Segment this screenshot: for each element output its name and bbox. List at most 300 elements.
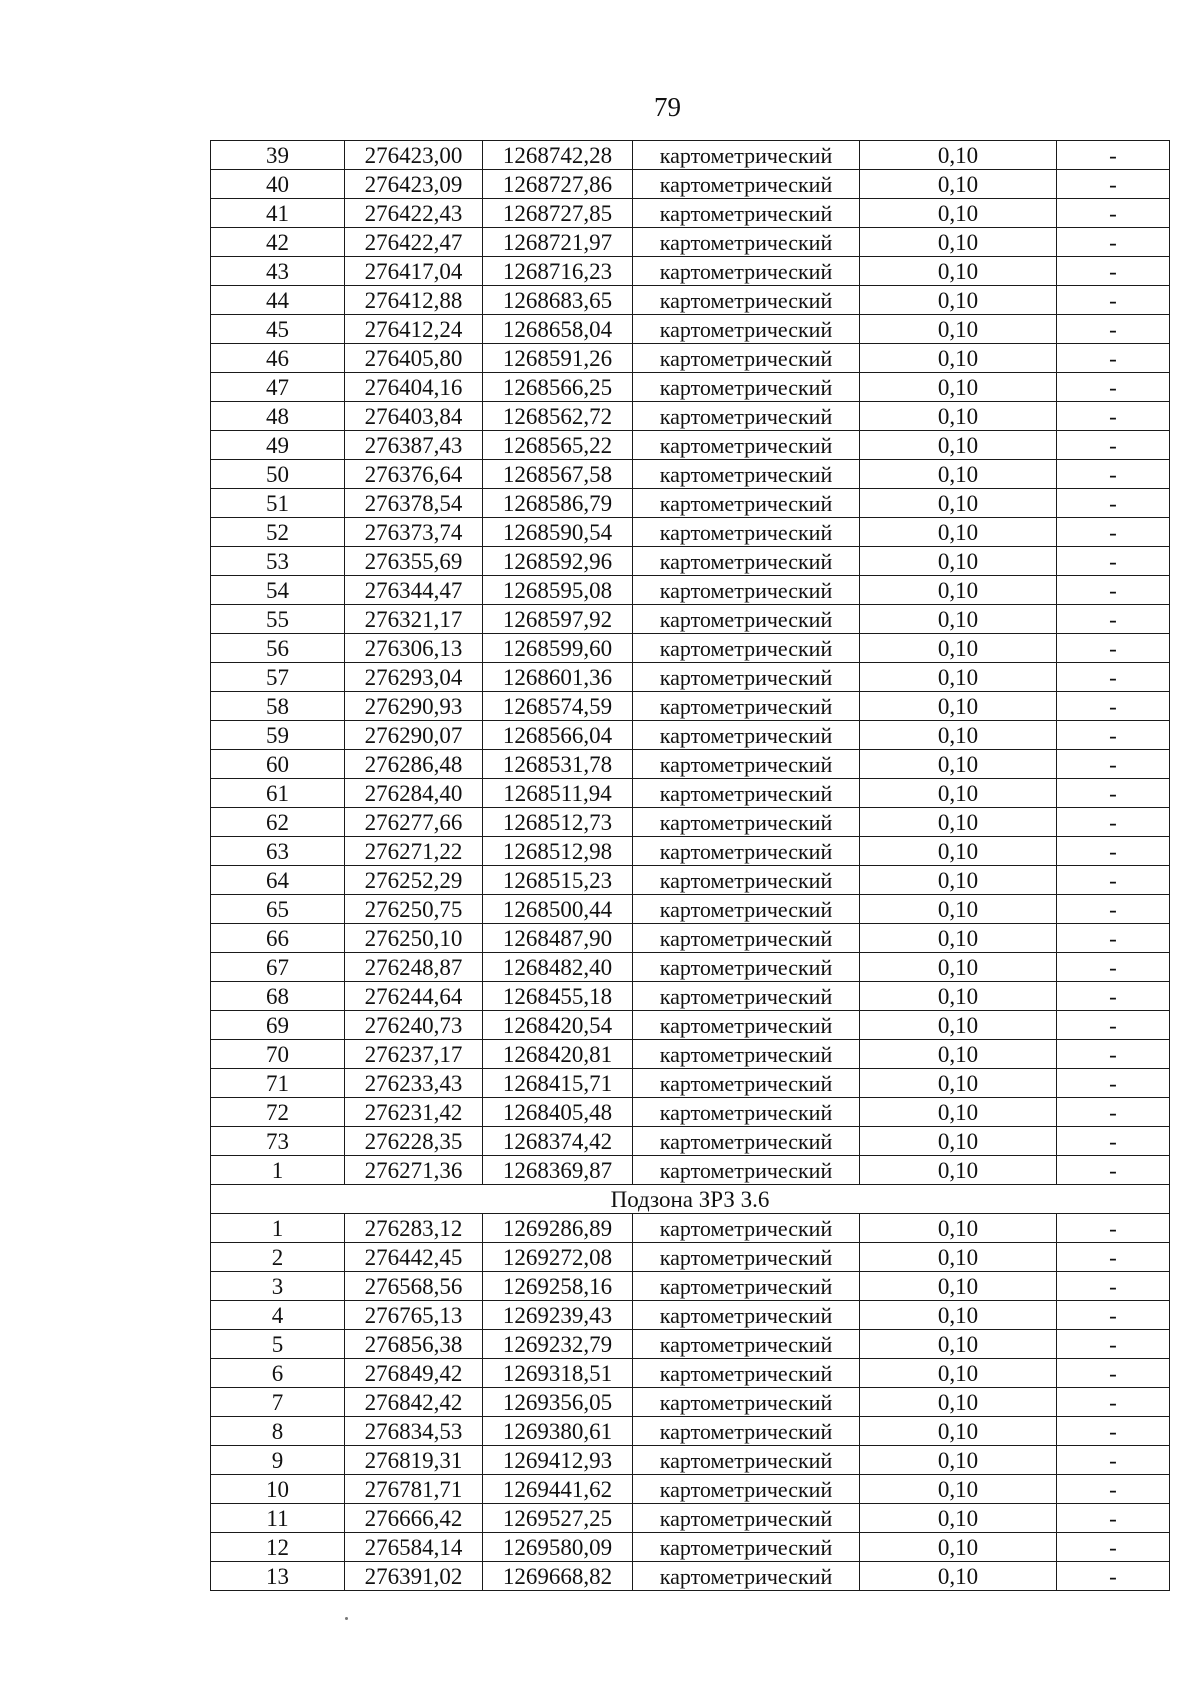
- y-coordinate-cell: 1269286,89: [483, 1214, 633, 1243]
- y-coordinate-cell: 1268500,44: [483, 895, 633, 924]
- method-cell: картометрический: [633, 547, 860, 576]
- y-coordinate-cell: 1268420,54: [483, 1011, 633, 1040]
- y-coordinate-cell: 1268727,85: [483, 199, 633, 228]
- point-number-cell: 40: [211, 170, 345, 199]
- y-coordinate-cell: 1268566,04: [483, 721, 633, 750]
- coordinates-table: [210, 140, 1170, 1591]
- point-number-cell: 42: [211, 228, 345, 257]
- accuracy-cell: 0,10: [860, 982, 1057, 1011]
- method-cell: картометрический: [633, 634, 860, 663]
- point-number-cell: 10: [211, 1475, 345, 1504]
- note-cell: -: [1057, 1417, 1170, 1446]
- note-cell: -: [1057, 1069, 1170, 1098]
- table-row: [211, 1533, 1170, 1562]
- accuracy-cell: 0,10: [860, 257, 1057, 286]
- method-cell: картометрический: [633, 895, 860, 924]
- note-cell: -: [1057, 1388, 1170, 1417]
- method-cell: картометрический: [633, 1446, 860, 1475]
- point-number-cell: 53: [211, 547, 345, 576]
- method-cell: картометрический: [633, 1011, 860, 1040]
- y-coordinate-cell: 1268590,54: [483, 518, 633, 547]
- method-cell: картометрический: [633, 1504, 860, 1533]
- note-cell: -: [1057, 982, 1170, 1011]
- method-cell: картометрический: [633, 1040, 860, 1069]
- note-cell: -: [1057, 576, 1170, 605]
- x-coordinate-cell: 276284,40: [345, 779, 483, 808]
- y-coordinate-cell: 1268601,36: [483, 663, 633, 692]
- table-row: [211, 837, 1170, 866]
- point-number-cell: 62: [211, 808, 345, 837]
- point-number-cell: 63: [211, 837, 345, 866]
- x-coordinate-cell: 276856,38: [345, 1330, 483, 1359]
- accuracy-cell: 0,10: [860, 634, 1057, 663]
- y-coordinate-cell: 1269527,25: [483, 1504, 633, 1533]
- table-row: [211, 344, 1170, 373]
- table-row: [211, 895, 1170, 924]
- y-coordinate-cell: 1269356,05: [483, 1388, 633, 1417]
- accuracy-cell: 0,10: [860, 924, 1057, 953]
- method-cell: картометрический: [633, 1388, 860, 1417]
- method-cell: картометрический: [633, 373, 860, 402]
- table-row: [211, 1127, 1170, 1156]
- x-coordinate-cell: 276290,93: [345, 692, 483, 721]
- y-coordinate-cell: 1268415,71: [483, 1069, 633, 1098]
- accuracy-cell: 0,10: [860, 199, 1057, 228]
- method-cell: картометрический: [633, 344, 860, 373]
- note-cell: -: [1057, 895, 1170, 924]
- note-cell: -: [1057, 1156, 1170, 1185]
- note-cell: -: [1057, 1127, 1170, 1156]
- method-cell: картометрический: [633, 1359, 860, 1388]
- accuracy-cell: 0,10: [860, 1069, 1057, 1098]
- point-number-cell: 41: [211, 199, 345, 228]
- accuracy-cell: 0,10: [860, 1272, 1057, 1301]
- note-cell: -: [1057, 257, 1170, 286]
- point-number-cell: 59: [211, 721, 345, 750]
- method-cell: картометрический: [633, 982, 860, 1011]
- point-number-cell: 56: [211, 634, 345, 663]
- x-coordinate-cell: 276244,64: [345, 982, 483, 1011]
- point-number-cell: 52: [211, 518, 345, 547]
- note-cell: -: [1057, 170, 1170, 199]
- method-cell: картометрический: [633, 1562, 860, 1591]
- method-cell: картометрический: [633, 170, 860, 199]
- table-row: [211, 808, 1170, 837]
- x-coordinate-cell: 276849,42: [345, 1359, 483, 1388]
- note-cell: -: [1057, 1533, 1170, 1562]
- point-number-cell: 48: [211, 402, 345, 431]
- accuracy-cell: 0,10: [860, 576, 1057, 605]
- x-coordinate-cell: 276271,22: [345, 837, 483, 866]
- method-cell: картометрический: [633, 460, 860, 489]
- y-coordinate-cell: 1268531,78: [483, 750, 633, 779]
- y-coordinate-cell: 1269668,82: [483, 1562, 633, 1591]
- point-number-cell: 54: [211, 576, 345, 605]
- note-cell: -: [1057, 1504, 1170, 1533]
- accuracy-cell: 0,10: [860, 1040, 1057, 1069]
- note-cell: -: [1057, 924, 1170, 953]
- x-coordinate-cell: 276387,43: [345, 431, 483, 460]
- note-cell: -: [1057, 1446, 1170, 1475]
- accuracy-cell: 0,10: [860, 1330, 1057, 1359]
- accuracy-cell: 0,10: [860, 866, 1057, 895]
- accuracy-cell: 0,10: [860, 750, 1057, 779]
- point-number-cell: 11: [211, 1504, 345, 1533]
- table-row: [211, 634, 1170, 663]
- table-row: [211, 199, 1170, 228]
- y-coordinate-cell: 1268369,87: [483, 1156, 633, 1185]
- table-row: [211, 1388, 1170, 1417]
- accuracy-cell: 0,10: [860, 663, 1057, 692]
- accuracy-cell: 0,10: [860, 1127, 1057, 1156]
- table-row: [211, 373, 1170, 402]
- y-coordinate-cell: 1268562,72: [483, 402, 633, 431]
- accuracy-cell: 0,10: [860, 1533, 1057, 1562]
- method-cell: картометрический: [633, 1533, 860, 1562]
- y-coordinate-cell: 1268597,92: [483, 605, 633, 634]
- note-cell: -: [1057, 489, 1170, 518]
- y-coordinate-cell: 1268512,73: [483, 808, 633, 837]
- point-number-cell: 68: [211, 982, 345, 1011]
- x-coordinate-cell: 276344,47: [345, 576, 483, 605]
- accuracy-cell: 0,10: [860, 1388, 1057, 1417]
- note-cell: -: [1057, 605, 1170, 634]
- y-coordinate-cell: 1268420,81: [483, 1040, 633, 1069]
- point-number-cell: 8: [211, 1417, 345, 1446]
- x-coordinate-cell: 276378,54: [345, 489, 483, 518]
- point-number-cell: 50: [211, 460, 345, 489]
- table-row: [211, 866, 1170, 895]
- table-row: [211, 489, 1170, 518]
- x-coordinate-cell: 276405,80: [345, 344, 483, 373]
- note-cell: -: [1057, 141, 1170, 170]
- note-cell: -: [1057, 199, 1170, 228]
- x-coordinate-cell: 276584,14: [345, 1533, 483, 1562]
- x-coordinate-cell: 276286,48: [345, 750, 483, 779]
- accuracy-cell: 0,10: [860, 518, 1057, 547]
- point-number-cell: 47: [211, 373, 345, 402]
- y-coordinate-cell: 1268716,23: [483, 257, 633, 286]
- x-coordinate-cell: 276240,73: [345, 1011, 483, 1040]
- method-cell: картометрический: [633, 692, 860, 721]
- point-number-cell: 49: [211, 431, 345, 460]
- table-row: [211, 1359, 1170, 1388]
- point-number-cell: 13: [211, 1562, 345, 1591]
- section-header-row: [211, 1185, 1170, 1214]
- table-row: [211, 547, 1170, 576]
- note-cell: -: [1057, 1011, 1170, 1040]
- method-cell: картометрический: [633, 489, 860, 518]
- y-coordinate-cell: 1269272,08: [483, 1243, 633, 1272]
- method-cell: картометрический: [633, 1475, 860, 1504]
- note-cell: -: [1057, 1243, 1170, 1272]
- method-cell: картометрический: [633, 837, 860, 866]
- method-cell: картометрический: [633, 431, 860, 460]
- x-coordinate-cell: 276422,43: [345, 199, 483, 228]
- note-cell: -: [1057, 431, 1170, 460]
- x-coordinate-cell: 276248,87: [345, 953, 483, 982]
- method-cell: картометрический: [633, 1243, 860, 1272]
- x-coordinate-cell: 276233,43: [345, 1069, 483, 1098]
- table-row: [211, 1098, 1170, 1127]
- note-cell: -: [1057, 1330, 1170, 1359]
- x-coordinate-cell: 276422,47: [345, 228, 483, 257]
- table-row: [211, 460, 1170, 489]
- x-coordinate-cell: 276252,29: [345, 866, 483, 895]
- table-row: [211, 315, 1170, 344]
- point-number-cell: 61: [211, 779, 345, 808]
- x-coordinate-cell: 276765,13: [345, 1301, 483, 1330]
- y-coordinate-cell: 1269318,51: [483, 1359, 633, 1388]
- point-number-cell: 55: [211, 605, 345, 634]
- note-cell: -: [1057, 1301, 1170, 1330]
- accuracy-cell: 0,10: [860, 837, 1057, 866]
- y-coordinate-cell: 1268512,98: [483, 837, 633, 866]
- x-coordinate-cell: 276423,09: [345, 170, 483, 199]
- note-cell: -: [1057, 1475, 1170, 1504]
- note-cell: -: [1057, 1098, 1170, 1127]
- table-row: [211, 1330, 1170, 1359]
- point-number-cell: 69: [211, 1011, 345, 1040]
- section-title: Подзона ЗРЗ 3.6: [211, 1185, 1170, 1214]
- accuracy-cell: 0,10: [860, 431, 1057, 460]
- point-number-cell: 39: [211, 141, 345, 170]
- table-row: [211, 1069, 1170, 1098]
- y-coordinate-cell: 1269380,61: [483, 1417, 633, 1446]
- accuracy-cell: 0,10: [860, 895, 1057, 924]
- accuracy-cell: 0,10: [860, 1243, 1057, 1272]
- accuracy-cell: 0,10: [860, 953, 1057, 982]
- note-cell: -: [1057, 808, 1170, 837]
- accuracy-cell: 0,10: [860, 1156, 1057, 1185]
- y-coordinate-cell: 1268565,22: [483, 431, 633, 460]
- accuracy-cell: 0,10: [860, 228, 1057, 257]
- x-coordinate-cell: 276373,74: [345, 518, 483, 547]
- table-row: [211, 518, 1170, 547]
- note-cell: -: [1057, 402, 1170, 431]
- method-cell: картометрический: [633, 1417, 860, 1446]
- note-cell: -: [1057, 373, 1170, 402]
- x-coordinate-cell: 276355,69: [345, 547, 483, 576]
- accuracy-cell: 0,10: [860, 547, 1057, 576]
- note-cell: -: [1057, 228, 1170, 257]
- point-number-cell: 66: [211, 924, 345, 953]
- accuracy-cell: 0,10: [860, 489, 1057, 518]
- note-cell: -: [1057, 953, 1170, 982]
- y-coordinate-cell: 1268487,90: [483, 924, 633, 953]
- y-coordinate-cell: 1268592,96: [483, 547, 633, 576]
- x-coordinate-cell: 276228,35: [345, 1127, 483, 1156]
- method-cell: картометрический: [633, 750, 860, 779]
- x-coordinate-cell: 276781,71: [345, 1475, 483, 1504]
- note-cell: -: [1057, 634, 1170, 663]
- accuracy-cell: 0,10: [860, 286, 1057, 315]
- table-row: [211, 1040, 1170, 1069]
- y-coordinate-cell: 1269258,16: [483, 1272, 633, 1301]
- table-row: [211, 605, 1170, 634]
- accuracy-cell: 0,10: [860, 373, 1057, 402]
- y-coordinate-cell: 1269232,79: [483, 1330, 633, 1359]
- accuracy-cell: 0,10: [860, 1417, 1057, 1446]
- point-number-cell: 71: [211, 1069, 345, 1098]
- point-number-cell: 51: [211, 489, 345, 518]
- accuracy-cell: 0,10: [860, 170, 1057, 199]
- method-cell: картометрический: [633, 228, 860, 257]
- x-coordinate-cell: 276842,42: [345, 1388, 483, 1417]
- note-cell: -: [1057, 1272, 1170, 1301]
- method-cell: картометрический: [633, 1330, 860, 1359]
- point-number-cell: 3: [211, 1272, 345, 1301]
- point-number-cell: 12: [211, 1533, 345, 1562]
- x-coordinate-cell: 276250,10: [345, 924, 483, 953]
- table-row: [211, 1301, 1170, 1330]
- note-cell: -: [1057, 460, 1170, 489]
- point-number-cell: 6: [211, 1359, 345, 1388]
- point-number-cell: 43: [211, 257, 345, 286]
- table-row: [211, 953, 1170, 982]
- point-number-cell: 7: [211, 1388, 345, 1417]
- point-number-cell: 73: [211, 1127, 345, 1156]
- table-row: [211, 924, 1170, 953]
- x-coordinate-cell: 276391,02: [345, 1562, 483, 1591]
- table-row: [211, 1243, 1170, 1272]
- note-cell: -: [1057, 315, 1170, 344]
- y-coordinate-cell: 1268455,18: [483, 982, 633, 1011]
- accuracy-cell: 0,10: [860, 402, 1057, 431]
- method-cell: картометрический: [633, 199, 860, 228]
- method-cell: картометрический: [633, 924, 860, 953]
- table-row: [211, 228, 1170, 257]
- method-cell: картометрический: [633, 779, 860, 808]
- note-cell: -: [1057, 721, 1170, 750]
- point-number-cell: 44: [211, 286, 345, 315]
- accuracy-cell: 0,10: [860, 1446, 1057, 1475]
- method-cell: картометрический: [633, 1301, 860, 1330]
- table-row: [211, 1156, 1170, 1185]
- y-coordinate-cell: 1268595,08: [483, 576, 633, 605]
- point-number-cell: 60: [211, 750, 345, 779]
- x-coordinate-cell: 276306,13: [345, 634, 483, 663]
- y-coordinate-cell: 1268658,04: [483, 315, 633, 344]
- point-number-cell: 1: [211, 1156, 345, 1185]
- y-coordinate-cell: 1268586,79: [483, 489, 633, 518]
- table-row: [211, 1504, 1170, 1533]
- x-coordinate-cell: 276250,75: [345, 895, 483, 924]
- accuracy-cell: 0,10: [860, 141, 1057, 170]
- y-coordinate-cell: 1268511,94: [483, 779, 633, 808]
- y-coordinate-cell: 1268683,65: [483, 286, 633, 315]
- table-row: [211, 286, 1170, 315]
- x-coordinate-cell: 276834,53: [345, 1417, 483, 1446]
- method-cell: картометрический: [633, 286, 860, 315]
- x-coordinate-cell: 276321,17: [345, 605, 483, 634]
- note-cell: -: [1057, 518, 1170, 547]
- accuracy-cell: 0,10: [860, 344, 1057, 373]
- accuracy-cell: 0,10: [860, 1475, 1057, 1504]
- method-cell: картометрический: [633, 257, 860, 286]
- table-row: [211, 1214, 1170, 1243]
- table-row: [211, 1417, 1170, 1446]
- table-row: [211, 431, 1170, 460]
- table-row: [211, 779, 1170, 808]
- accuracy-cell: 0,10: [860, 1214, 1057, 1243]
- y-coordinate-cell: 1268567,58: [483, 460, 633, 489]
- x-coordinate-cell: 276412,24: [345, 315, 483, 344]
- method-cell: картометрический: [633, 518, 860, 547]
- note-cell: -: [1057, 692, 1170, 721]
- method-cell: картометрический: [633, 866, 860, 895]
- accuracy-cell: 0,10: [860, 605, 1057, 634]
- table-row: [211, 576, 1170, 605]
- method-cell: картометрический: [633, 605, 860, 634]
- table-row: [211, 982, 1170, 1011]
- point-number-cell: 5: [211, 1330, 345, 1359]
- accuracy-cell: 0,10: [860, 721, 1057, 750]
- note-cell: -: [1057, 663, 1170, 692]
- accuracy-cell: 0,10: [860, 1011, 1057, 1040]
- method-cell: картометрический: [633, 953, 860, 982]
- scan-speck: [345, 1617, 348, 1620]
- y-coordinate-cell: 1268482,40: [483, 953, 633, 982]
- method-cell: картометрический: [633, 141, 860, 170]
- table-row: [211, 170, 1170, 199]
- coordinates-table-body: [211, 141, 1170, 1591]
- method-cell: картометрический: [633, 1069, 860, 1098]
- method-cell: картометрический: [633, 576, 860, 605]
- x-coordinate-cell: 276666,42: [345, 1504, 483, 1533]
- table-row: [211, 663, 1170, 692]
- table-row: [211, 257, 1170, 286]
- x-coordinate-cell: 276290,07: [345, 721, 483, 750]
- x-coordinate-cell: 276293,04: [345, 663, 483, 692]
- x-coordinate-cell: 276404,16: [345, 373, 483, 402]
- y-coordinate-cell: 1269412,93: [483, 1446, 633, 1475]
- point-number-cell: 1: [211, 1214, 345, 1243]
- point-number-cell: 65: [211, 895, 345, 924]
- point-number-cell: 58: [211, 692, 345, 721]
- x-coordinate-cell: 276231,42: [345, 1098, 483, 1127]
- table-row: [211, 1562, 1170, 1591]
- table-row: [211, 1272, 1170, 1301]
- y-coordinate-cell: 1268599,60: [483, 634, 633, 663]
- note-cell: -: [1057, 547, 1170, 576]
- method-cell: картометрический: [633, 1214, 860, 1243]
- point-number-cell: 64: [211, 866, 345, 895]
- y-coordinate-cell: 1268727,86: [483, 170, 633, 199]
- note-cell: -: [1057, 286, 1170, 315]
- point-number-cell: 4: [211, 1301, 345, 1330]
- method-cell: картометрический: [633, 808, 860, 837]
- method-cell: картометрический: [633, 1098, 860, 1127]
- x-coordinate-cell: 276277,66: [345, 808, 483, 837]
- y-coordinate-cell: 1269580,09: [483, 1533, 633, 1562]
- x-coordinate-cell: 276412,88: [345, 286, 483, 315]
- point-number-cell: 67: [211, 953, 345, 982]
- note-cell: -: [1057, 866, 1170, 895]
- note-cell: -: [1057, 1562, 1170, 1591]
- y-coordinate-cell: 1268591,26: [483, 344, 633, 373]
- x-coordinate-cell: 276237,17: [345, 1040, 483, 1069]
- note-cell: -: [1057, 1040, 1170, 1069]
- x-coordinate-cell: 276271,36: [345, 1156, 483, 1185]
- note-cell: -: [1057, 1359, 1170, 1388]
- x-coordinate-cell: 276568,56: [345, 1272, 483, 1301]
- method-cell: картометрический: [633, 1156, 860, 1185]
- note-cell: -: [1057, 750, 1170, 779]
- point-number-cell: 72: [211, 1098, 345, 1127]
- y-coordinate-cell: 1268721,97: [483, 228, 633, 257]
- y-coordinate-cell: 1268405,48: [483, 1098, 633, 1127]
